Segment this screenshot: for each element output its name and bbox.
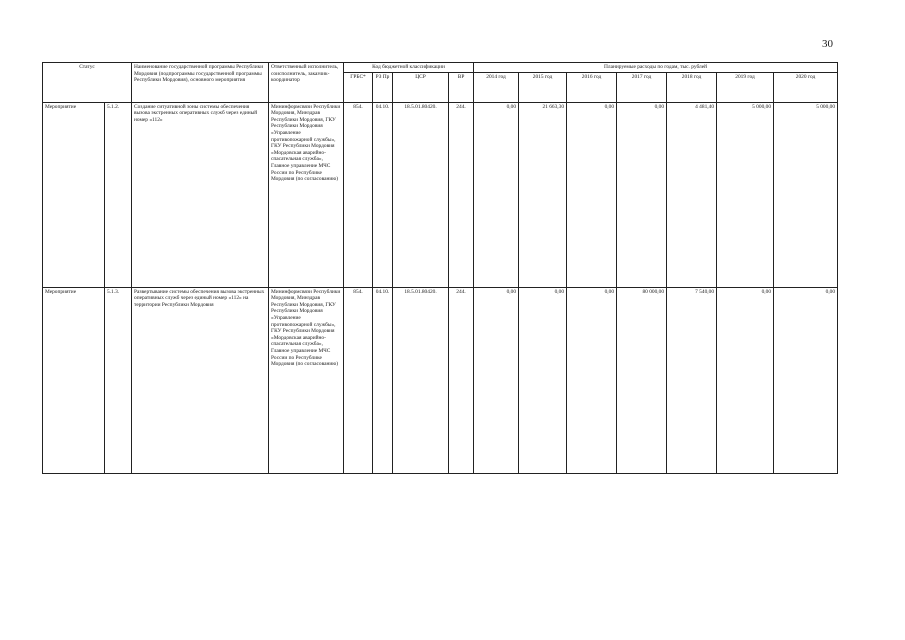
row-value: 0,00 — [474, 102, 519, 287]
row-value: 0,00 — [567, 102, 617, 287]
table-row — [43, 102, 838, 287]
row-status: Мероприятие — [43, 102, 105, 287]
row-rz-pr: 04.10. — [373, 287, 393, 473]
row-value: 0,00 — [519, 287, 567, 473]
row-value: 7 540,00 — [667, 287, 717, 473]
header-budget-codes: Код бюджетной классификации — [344, 63, 474, 73]
header-planned: Планируемые расходы по годам, тыс. рублей — [474, 63, 838, 73]
row-vr: 244. — [449, 102, 474, 287]
row-status: Мероприятие — [43, 287, 105, 473]
header-row-1 — [43, 63, 838, 73]
row-executor: Мининформсвязи Республики Мордовия, Минздрав Республики Мордовия, ГКУ Республики Мордовия «Управление противопожарной службы», ГКУ Республики Мордовия «Мордовская аварийно-спасательная служба», Главное управление МЧС России по Республике Мордовия (по согласованию) — [269, 102, 344, 287]
header-year: 2017 год — [617, 72, 667, 102]
header-year: 2019 год — [717, 72, 774, 102]
page-number: 30 — [822, 38, 833, 50]
header-csr: ЦСР — [393, 72, 449, 102]
row-value: 4 481,40 — [667, 102, 717, 287]
row-rz-pr: 04.10. — [373, 102, 393, 287]
row-csr: 18.5.01.80420. — [393, 287, 449, 473]
row-value: 0,00 — [567, 287, 617, 473]
row-value: 0,00 — [617, 102, 667, 287]
table-row — [43, 287, 838, 473]
header-vr: ВР — [449, 72, 474, 102]
row-csr: 18.5.01.80420. — [393, 102, 449, 287]
row-code: 5.1.3. — [105, 287, 132, 473]
header-rz-pr: РЗ Пр — [373, 72, 393, 102]
header-name: Наименование государственной программы Республики Мордовия (подпрограммы государственной программы Республики Мордовия), основного мероприятия — [132, 63, 269, 103]
row-name: Развертывание системы обеспечения вызова экстренных оперативных служб через единый номер «112» на территории Республики Мордовия — [132, 287, 269, 473]
header-year: 2016 год — [567, 72, 617, 102]
row-vr: 244. — [449, 287, 474, 473]
row-value: 5 000,00 — [717, 102, 774, 287]
row-executor: Мининформсвязи Республики Мордовия, Минздрав Республики Мордовия, ГКУ Республики Мордовия «Управление противопожарной службы», ГКУ Республики Мордовия «Мордовская аварийно-спасательная служба», Главное управление МЧС России по Республике Мордовия (по согласованию) — [269, 287, 344, 473]
row-name: Создание ситуативной зоны системы обеспечения вызова экстренных оперативных служб через единый номер «112» — [132, 102, 269, 287]
header-year: 2018 год — [667, 72, 717, 102]
header-executor: Ответственный исполнитель, соисполнитель, заказчик-координатор — [269, 63, 344, 103]
row-value: 21 663,30 — [519, 102, 567, 287]
row-value: 0,00 — [774, 287, 838, 473]
header-grbs: ГРБС* — [344, 72, 373, 102]
row-value: 0,00 — [474, 287, 519, 473]
row-grbs: 854. — [344, 287, 373, 473]
row-grbs: 854. — [344, 102, 373, 287]
header-year: 2015 год — [519, 72, 567, 102]
budget-plan-table — [42, 62, 838, 474]
row-value: 80 000,00 — [617, 287, 667, 473]
header-year: 2014 год — [474, 72, 519, 102]
row-value: 0,00 — [717, 287, 774, 473]
header-status: Статус — [43, 63, 132, 103]
header-year: 2020 год — [774, 72, 838, 102]
row-code: 5.1.2. — [105, 102, 132, 287]
row-value: 5 000,00 — [774, 102, 838, 287]
